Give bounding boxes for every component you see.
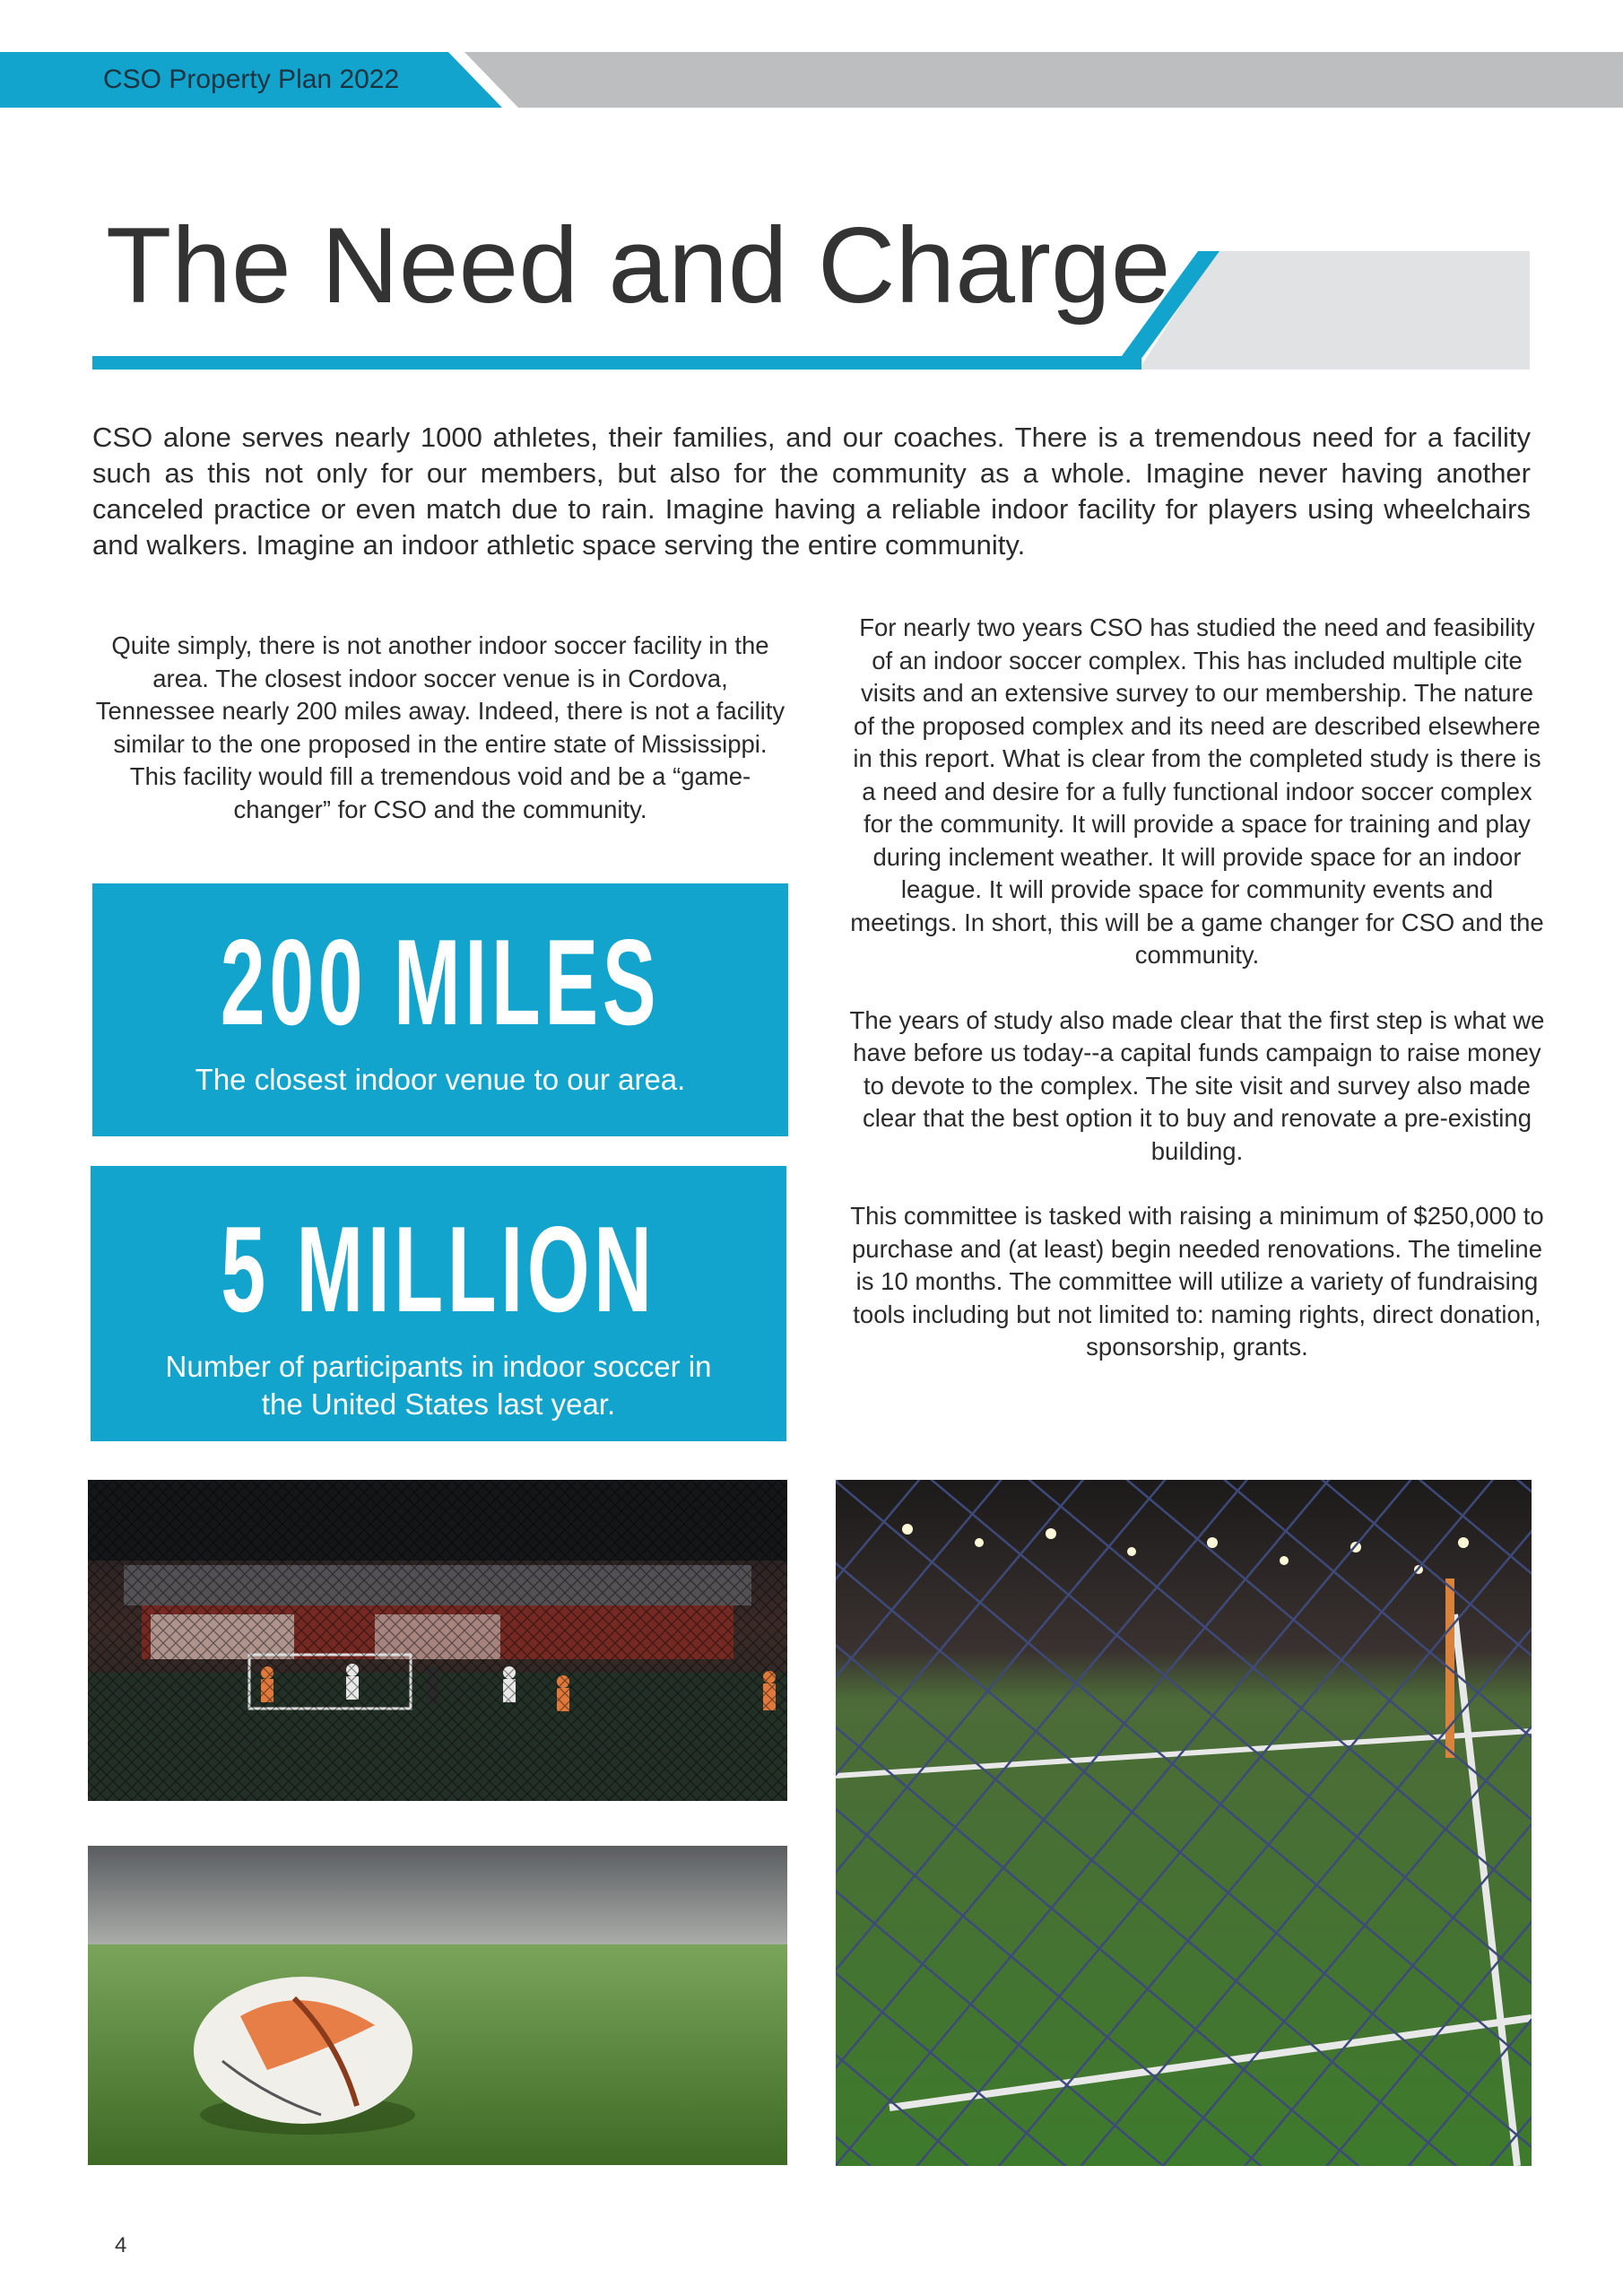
- right-column-paragraph: This committee is tasked with raising a minimum of $250,000 to purchase and (at least) begin needed renovations. The timeline is 10 months. The committee will utilize a variety of fundraising tools including but not limited to: naming rights, direct donation, sponsorship, grants.: [850, 1202, 1544, 1361]
- indoor-soccer-match-photo: [88, 1480, 787, 1801]
- stat-value: 5 MILLION: [221, 1201, 656, 1337]
- intro-paragraph: CSO alone serves nearly 1000 athletes, their families, and our coaches. There is a tremendous need for a facility such as this not only for our members, but also for the community as a whole. Imagine never having another canceled practice or even match due to rain. Imagine having a reliable indoor facility for players using wheelchairs and walkers. Imagine an indoor athletic space serving the entire community.: [92, 422, 1531, 561]
- stat-value: 200 MILES: [220, 914, 661, 1050]
- stat-caption: The closest indoor venue to our area.: [195, 1063, 686, 1096]
- goal-net-photo: [836, 1480, 1532, 2166]
- document-header-title: CSO Property Plan 2022: [103, 65, 400, 94]
- stat-box-distance: [92, 883, 788, 1136]
- right-column: [847, 612, 1547, 1396]
- title-underline: [92, 356, 1141, 370]
- page-title: The Need and Charge: [106, 205, 1171, 326]
- stat-box-participants: [91, 1166, 786, 1441]
- right-column-paragraph: The years of study also made clear that the first step is what we have before us today--a capital funds campaign to raise money to devote to the complex. The site visit and survey also made clear that the best option it to buy and renovate a pre-existing building.: [849, 1005, 1545, 1165]
- right-column-paragraph: For nearly two years CSO has studied the need and feasibility of an indoor soccer complex. This has included multiple cite visits and an extensive survey to our membership. The nature of the proposed complex and its need are described elsewhere in this report. What is clear from the completed study is there is a need and desire for a fully functional indoor soccer complex for the community. It will provide a space for training and play during inclement weather. It will provide space for an indoor league. It will provide space for community events and meetings. In short, this will be a game changer for CSO and the community.: [850, 613, 1544, 969]
- page-number: 4: [115, 2233, 127, 2257]
- ball-on-turf-photo: [88, 1846, 787, 2165]
- left-column-paragraph: Quite simply, there is not another indoor soccer facility in the area. The closest indoor soccer venue is in Cordova, Tennessee nearly 200 miles away. Indeed, there is not a facility similar to the one proposed in the entire state of Mississippi. This facility would fill a tremendous void and be a “game-changer” for CSO and the community.: [95, 631, 785, 823]
- stat-caption: Number of participants in indoor soccer in the United States last year.: [165, 1350, 712, 1421]
